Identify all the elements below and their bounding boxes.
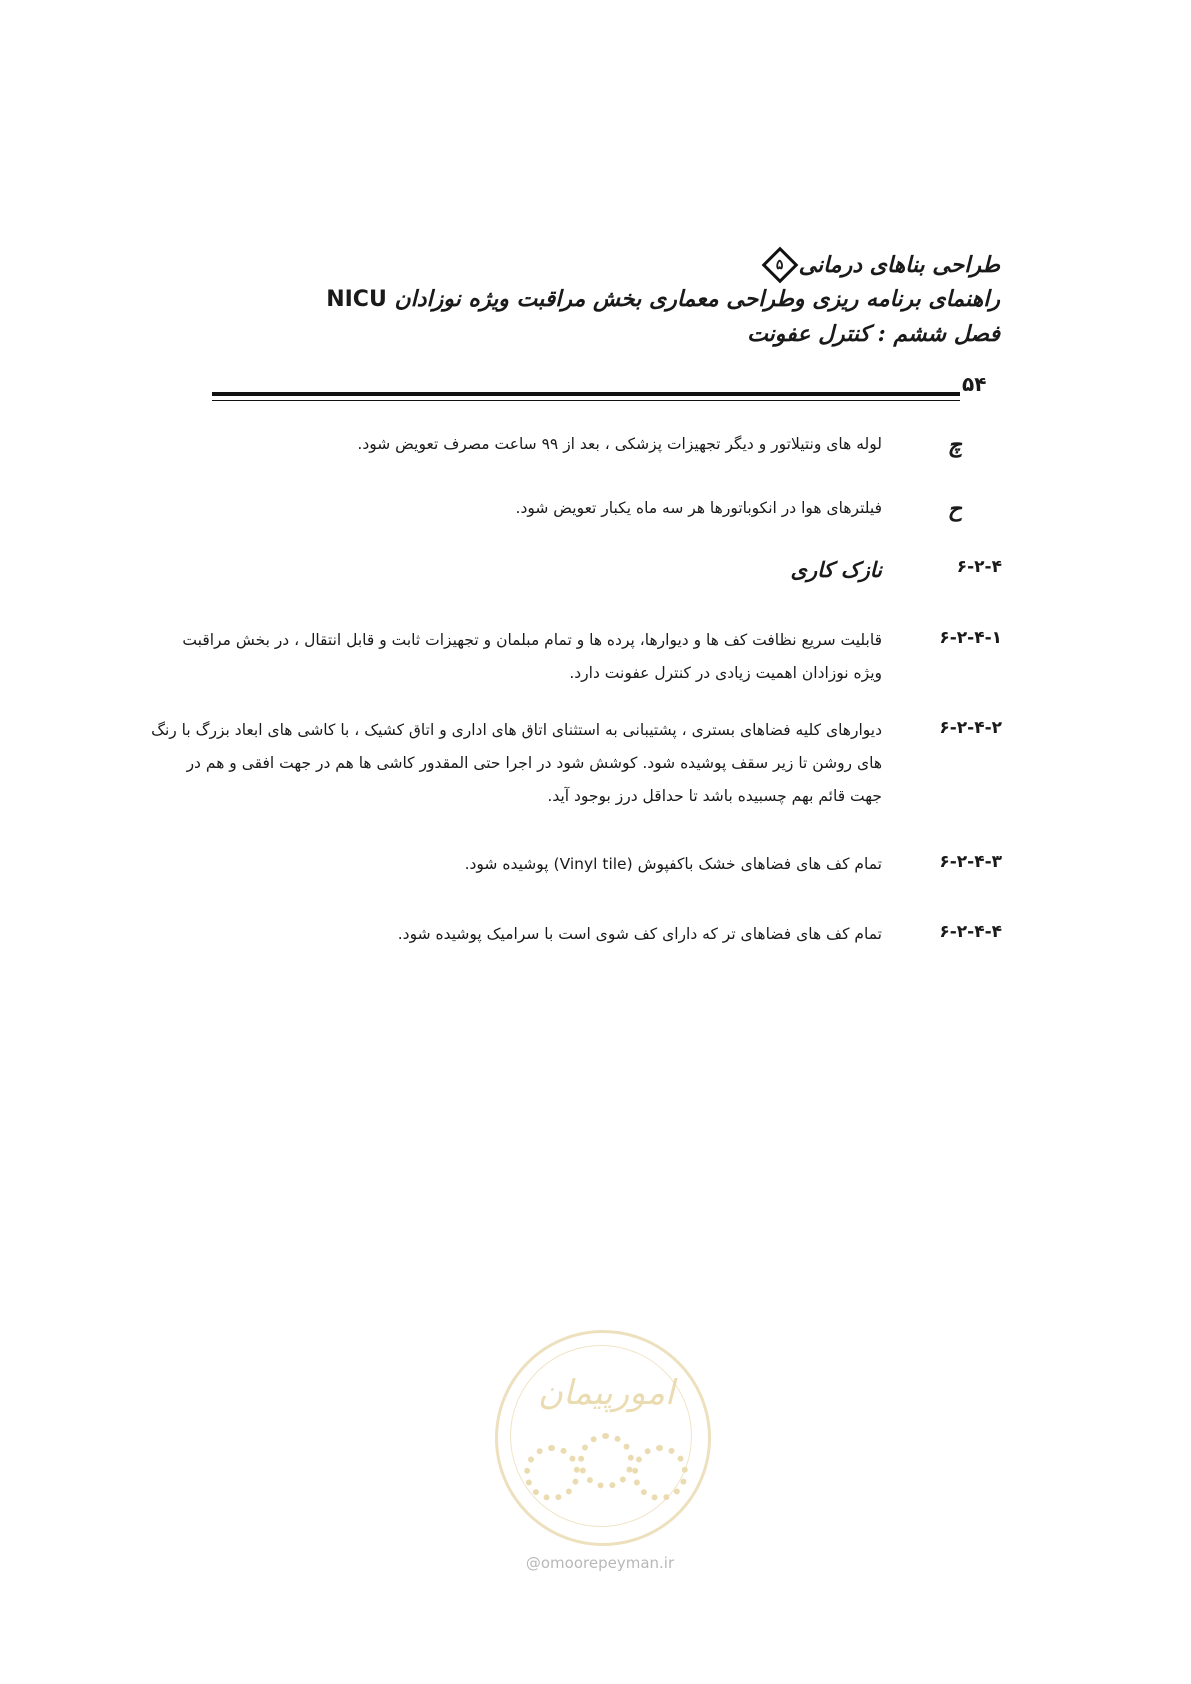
header-rule-thin <box>212 400 960 401</box>
list-item <box>150 624 1002 690</box>
gear-icon <box>524 1445 580 1501</box>
page-number: ۵۴ <box>962 372 987 396</box>
item-number: ۶-۲-۴-۳ <box>939 852 1002 872</box>
chapter-title: فصل ششم : کنترل عفونت <box>747 321 1000 347</box>
item-text: تمام کف های فضاهای خشک باکفپوش (Vinyl tile) پوشیده شود. <box>464 855 882 873</box>
item-text: تمام کف های فضاهای تر که دارای کف شوی است با سرامیک پوشیده شود. <box>397 925 882 943</box>
list-item <box>150 848 1002 881</box>
item-number: ۶-۲-۴-۲ <box>939 718 1002 738</box>
gear-icon <box>578 1433 634 1489</box>
list-item <box>150 492 1002 525</box>
list-item <box>150 918 1002 951</box>
subtitle-acronym: NICU <box>326 287 387 312</box>
series-title-text: طراحی بناهای درمانی <box>798 252 1000 278</box>
section-heading <box>150 553 1002 586</box>
section-number: ۶-۲-۴ <box>956 557 1002 577</box>
item-number: ح <box>947 496 962 522</box>
watermark-seal <box>495 1330 711 1546</box>
item-text: لوله های ونتیلاتور و دیگر تجهیزات پزشکی ، بعد از ۹۹ ساعت مصرف تعویض شود. <box>357 435 882 453</box>
series-number: ۵ <box>775 257 784 273</box>
item-text: فیلترهای هوا در انکوباتورها هر سه ماه یکبار تعویض شود. <box>515 499 882 517</box>
list-item <box>150 714 1002 813</box>
series-title <box>300 248 1000 282</box>
header-rule <box>212 392 960 396</box>
section-title: نازک کاری <box>790 557 882 582</box>
watermark-url: @omoorepeyman.ir <box>525 1554 675 1572</box>
item-number: ۶-۲-۴-۴ <box>939 922 1002 942</box>
list-item <box>150 428 1002 461</box>
series-number-badge <box>767 252 793 278</box>
seal-text: امورپیمان <box>538 1373 675 1413</box>
subtitle-text: راهنمای برنامه ریزی وطراحی معماری بخش مراقبت ویژه نوزادان <box>394 286 1000 312</box>
item-text: قابلیت سریع نظافت کف ها و دیوارها، پرده ها و تمام مبلمان و تجهیزات ثابت و قابل انتقال ، در بخش مراقبت ویژه نوزادان اهمیت زیادی در کنترل عفونت دارد. <box>182 631 882 682</box>
item-number: چ <box>947 432 962 458</box>
item-number: ۶-۲-۴-۱ <box>939 628 1002 648</box>
gear-icon <box>632 1445 688 1501</box>
item-text: دیوارهای کلیه فضاهای بستری ، پشتیبانی به استثنای اتاق های اداری و اتاق کشیک ، با کاشی های ابعاد بزرگ با رنگ های روشن تا زیر سقف پوشیده شود. کوشش شود در اجرا حتی المقدور کاشی ها هم در جهت افقی و هم در جهت قائم بهم چسبیده باشد تا حداقل درز بوجود آید. <box>151 721 882 805</box>
document-subtitle <box>300 282 1000 317</box>
document-header <box>300 248 1000 351</box>
